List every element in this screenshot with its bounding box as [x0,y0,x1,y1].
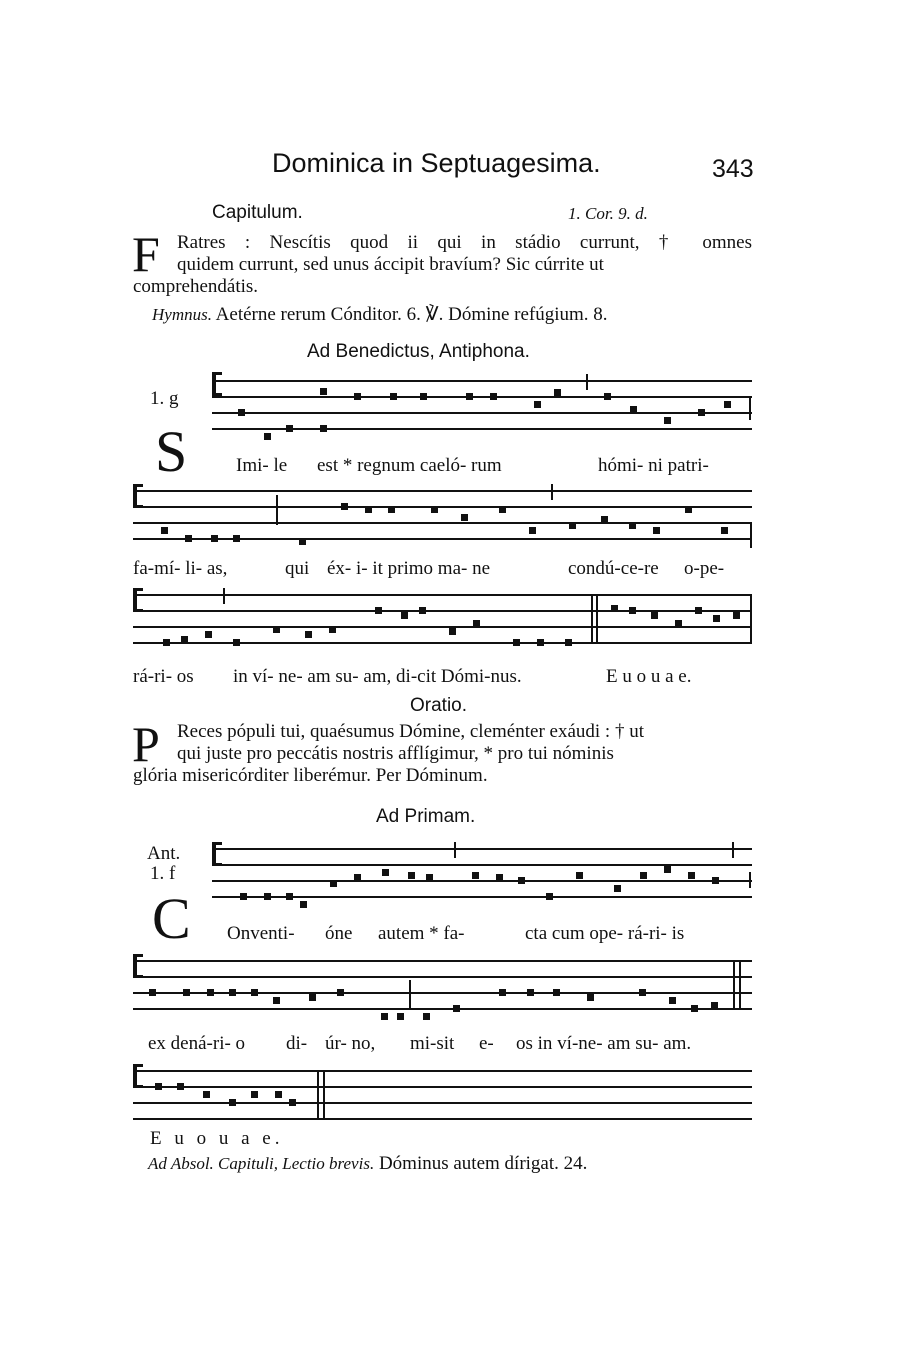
neume-note [639,989,646,996]
neume-note [473,620,480,627]
neume-note [513,639,520,646]
neume-note [264,893,271,900]
neume-note [698,409,705,416]
footer-text: Dóminus autem dírigat. 24. [378,1153,588,1174]
neume-note [300,901,307,908]
neume-note [320,425,327,432]
neume-note [354,874,361,881]
neume-note [419,607,426,614]
benedictus-mode: 1. g [150,388,179,409]
division-bar [454,842,456,858]
staff-line [133,1118,752,1120]
benedictus-lyric-2e: o-pe- [684,558,725,579]
neume-note [251,989,258,996]
benedictus-lyric-3b: in ví- ne- am su- am, di-cit Dómi-nus. [233,666,522,687]
neume-note [587,994,594,1001]
staff-primam-2 [133,960,752,1008]
primam-lyric-2d: mi-sit [410,1033,455,1054]
neume-note [305,631,312,638]
benedictus-heading: Ad Benedictus, Antiphona. [307,341,530,362]
staff-line [133,642,752,644]
neume-note [431,506,438,513]
oratio-line-1: Reces pópuli tui, quaésumus Dómine, cleménter exáudi : † ut [177,721,644,742]
neume-note [161,527,168,534]
neume-note [640,872,647,879]
neume-note [273,626,280,633]
neume-note [688,872,695,879]
staff-primam-euouae [133,1070,752,1118]
neume-note [177,1083,184,1090]
staff-line [133,522,752,524]
neume-note [205,631,212,638]
capitulum-heading: Capitulum. [212,202,303,223]
neume-note [534,401,541,408]
neume-note [546,893,553,900]
staff-line [133,1086,752,1088]
division-bar [223,588,225,604]
primam-lyric-1c: autem * fa- [378,923,465,944]
neume-note [273,997,280,1004]
primam-lyric-2b: di- [286,1033,308,1054]
primam-lyric-1d: cta cum ope- rá-ri- is [525,923,685,944]
neume-note [565,639,572,646]
neume-note [490,393,497,400]
staff-benedictus-2 [133,490,752,538]
neume-note [207,989,214,996]
division-bar [733,960,735,1008]
staff-line [133,594,752,596]
neume-note [713,615,720,622]
neume-note [390,393,397,400]
neume-note [286,425,293,432]
neume-note [299,538,306,545]
capitulum-dropcap: F [132,226,160,282]
division-bar [739,960,741,1008]
neume-note [320,388,327,395]
neume-note [420,393,427,400]
neume-note [601,516,608,523]
neume-note [397,1013,404,1020]
neume-note [233,535,240,542]
neume-note [229,989,236,996]
neume-note [426,874,433,881]
primam-lyric-2c: úr- no, [325,1033,376,1054]
benedictus-lyric-1c: hómi- ni patri- [598,455,709,476]
staff-primam-1 [212,848,752,896]
neume-note [233,639,240,646]
primam-lyric-2f: os in ví-ne- am su- am. [516,1033,692,1054]
neume-note [499,506,506,513]
benedictus-lyric-2a: fa-mí- li- as, [133,558,228,579]
neume-note [518,877,525,884]
neume-note [211,535,218,542]
benedictus-lyric-2c: éx- i- it primo ma- ne [327,558,491,579]
capitulum-reference: 1. Cor. 9. d. [568,204,648,223]
do-clef [133,588,143,612]
footer-line [148,1153,587,1175]
neume-note [183,989,190,996]
capitulum-line-3: comprehendátis. [133,276,259,297]
neume-note [354,393,361,400]
neume-note [653,527,660,534]
staff-line [133,1008,752,1010]
staff-line [133,992,752,994]
neume-note [721,527,728,534]
division-bar [732,842,734,858]
staff-line [212,412,752,414]
neume-note [163,639,170,646]
staff-line [133,1070,752,1072]
staff-line [212,428,752,430]
neume-note [309,994,316,1001]
neume-note [401,612,408,619]
neume-note [712,877,719,884]
staff-line [212,864,752,866]
neume-note [669,997,676,1004]
oratio-heading: Oratio. [410,695,468,716]
neume-note [554,389,561,396]
oratio-line-3: glória misericórditer liberémur. Per Dóminum. [133,765,488,786]
neume-note [375,607,382,614]
primam-lyric-1b: óne [325,923,353,944]
neume-note [408,872,415,879]
neume-note [238,409,245,416]
primam-mode: 1. f [150,863,176,884]
page-title: Dominica in Septuagesima. [272,148,601,178]
benedictus-lyric-1a: Imi- le [236,455,288,476]
division-bar [409,980,411,1010]
neume-note [614,885,621,892]
neume-note [381,1013,388,1020]
neume-note [337,989,344,996]
staff-benedictus-3 [133,594,752,642]
neume-note [733,612,740,619]
staff-line [133,960,752,962]
neume-note [264,433,271,440]
neume-note [685,506,692,513]
hymnus-line [152,303,608,326]
benedictus-euouae: E u o u a e. [606,666,692,687]
benedictus-lyric-2b: qui [285,558,310,579]
neume-note [449,628,456,635]
neume-note [329,626,336,633]
primam-dropcap: C [152,886,191,951]
capitulum-line-1: Ratres : Nescítis quod ii qui in stádio currunt, † omnes [177,232,752,253]
division-bar [750,524,752,548]
neume-note [388,506,395,513]
do-clef [133,1064,143,1088]
division-bar [276,495,278,525]
staff-line [133,1102,752,1104]
neume-note [185,535,192,542]
neume-note [675,620,682,627]
neume-note [155,1083,162,1090]
staff-line [133,626,752,628]
neume-note [651,612,658,619]
neume-note [365,506,372,513]
division-bar [551,484,553,500]
division-bar [586,374,588,390]
hymnus-label: Hymnus. [152,305,212,324]
do-clef [133,954,143,978]
neume-note [604,393,611,400]
staff-line [133,538,752,540]
neume-note [529,527,536,534]
division-bar [596,594,598,642]
neume-note [537,639,544,646]
do-clef [133,484,143,508]
staff-line [133,976,752,978]
neume-note [181,636,188,643]
neume-note [453,1005,460,1012]
neume-note [499,989,506,996]
neume-note [630,406,637,413]
neume-note [275,1091,282,1098]
neume-note [341,503,348,510]
neume-note [629,522,636,529]
neume-note [611,605,618,612]
primam-lyric-2a: ex dená-ri- o [148,1033,246,1054]
staff-benedictus-1 [212,380,752,428]
neume-note [330,880,337,887]
neume-note [711,1002,718,1009]
neume-note [203,1091,210,1098]
staff-line [133,490,752,492]
staff-line [212,396,752,398]
neume-note [472,872,479,879]
neume-note [466,393,473,400]
primam-euouae: E u o u a e. [150,1128,284,1149]
neume-note [461,514,468,521]
neume-note [664,866,671,873]
staff-line [212,380,752,382]
primam-lyric-1a: Onventi- [227,923,295,944]
page-number: 343 [712,155,754,183]
primam-lyric-2e: e- [479,1033,494,1054]
staff-line [212,848,752,850]
neume-note [629,607,636,614]
division-bar [591,594,593,642]
neume-note [423,1013,430,1020]
neume-note [553,989,560,996]
do-clef [212,372,222,396]
division-bar [750,594,752,642]
neume-note [496,874,503,881]
neume-note [251,1091,258,1098]
neume-note [229,1099,236,1106]
oratio-dropcap: P [132,716,160,772]
neume-note [576,872,583,879]
staff-line [133,506,752,508]
division-bar [323,1070,325,1118]
neume-note [149,989,156,996]
oratio-line-2: qui juste pro peccátis nostris afflígimur, * pro tui nóminis [177,743,614,764]
do-clef [212,842,222,866]
capitulum-line-2: quidem currunt, sed unus áccipit bravíum? Sic cúrrite ut [177,254,604,275]
neume-note [695,607,702,614]
hymnus-text: Aetérne rerum Cónditor. 6. ℣. Dómine refúgium. 8. [215,304,608,325]
benedictus-lyric-3a: rá-ri- os [133,666,194,687]
primam-heading: Ad Primam. [376,806,476,827]
division-bar [317,1070,319,1118]
benedictus-lyric-2d: condú-ce-re [568,558,659,579]
neume-note [240,893,247,900]
division-bar [749,396,751,420]
staff-line [212,880,752,882]
benedictus-dropcap: S [155,419,188,484]
neume-note [724,401,731,408]
neume-note [527,989,534,996]
neume-note [569,522,576,529]
footer-italic: Ad Absol. Capituli, Lectio brevis. [148,1154,375,1173]
neume-note [286,893,293,900]
neume-note [664,417,671,424]
division-bar [749,872,751,888]
neume-note [382,869,389,876]
staff-line [212,896,752,898]
neume-note [289,1099,296,1106]
primam-ant-label: Ant. [147,843,181,864]
neume-note [691,1005,698,1012]
benedictus-lyric-1b: est * regnum caeló- rum [317,455,502,476]
staff-line [133,610,752,612]
